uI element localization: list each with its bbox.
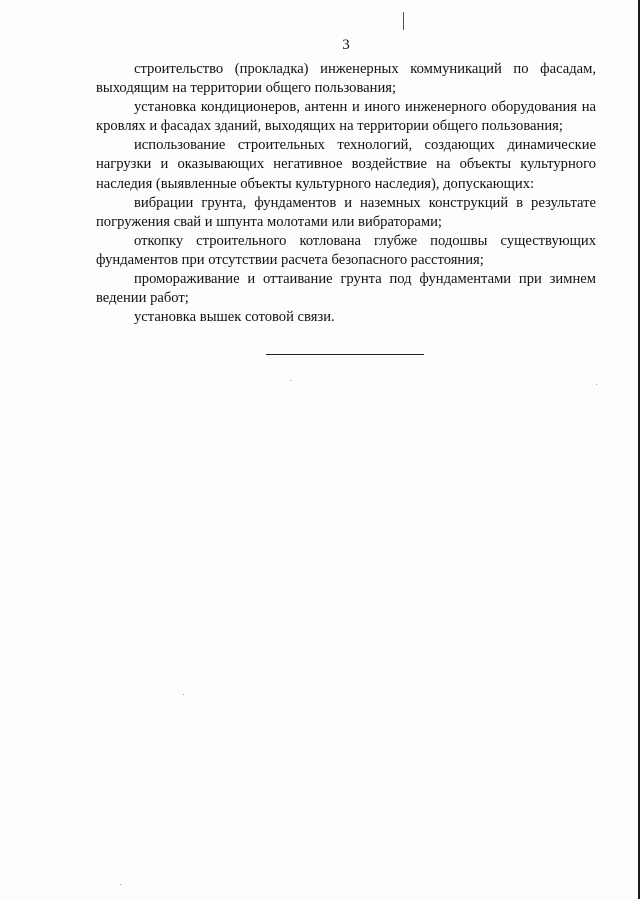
paragraph-cell-towers: установка вышек сотовой связи.	[134, 309, 335, 326]
paragraph-construction-technologies: использование строительных технологий, создающих динамические нагрузки и оказывающих негативное воздействие на объекты культурного наследия (выявленные объекты культурного наследия), допускающих:	[96, 137, 596, 192]
paragraph-communications: строительство (прокладка) инженерных коммуникаций по фасадам, выходящим на территории общего пользования;	[96, 61, 596, 97]
paragraph-air-conditioners: установка кондиционеров, антенн и иного инженерного оборудования на кровлях и фасадах зданий, выходящих на территории общего пользования;	[96, 99, 596, 135]
paragraph-freezing: промораживание и оттаивание грунта под фундаментами при зимнем ведении работ;	[96, 271, 596, 307]
end-separator-line	[266, 354, 424, 355]
scan-speck	[596, 384, 597, 385]
document-body	[96, 60, 596, 327]
paragraph-excavation: откопку строительного котлована глубже подошвы существующих фундаментов при отсутствии расчета безопасного расстояния;	[96, 232, 596, 268]
scan-artifact-mark	[403, 12, 404, 30]
scan-speck	[120, 884, 121, 885]
scan-speck	[290, 380, 291, 381]
scan-speck	[183, 694, 184, 695]
paragraph-vibrations: вибрации грунта, фундаментов и наземных конструкций в результате погружения свай и шпунта молотами или вибраторами;	[96, 194, 596, 230]
page-number: 3	[342, 37, 350, 53]
